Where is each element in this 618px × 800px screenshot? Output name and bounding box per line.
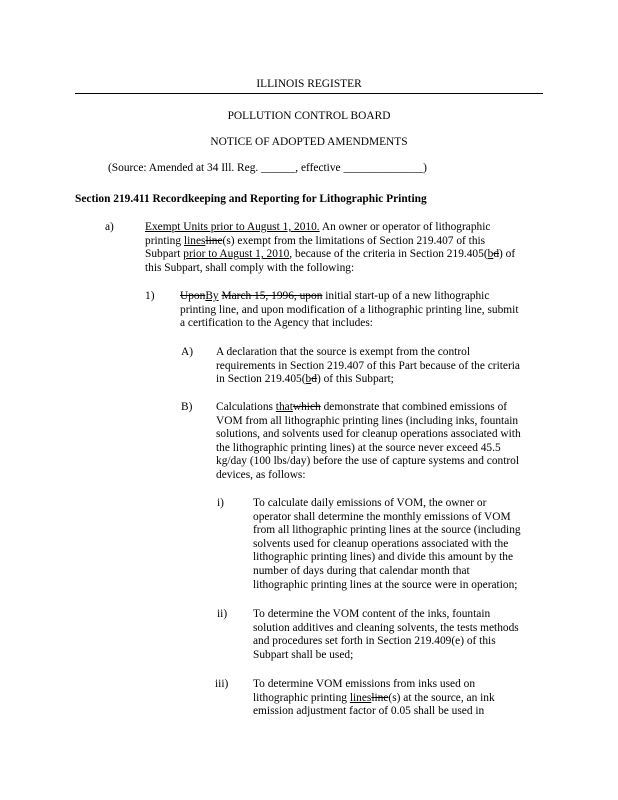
section-title: Section 219.411 Recordkeeping and Reporting for Lithographic Printing [75, 193, 427, 205]
item-iii-text [253, 678, 543, 719]
text-line: from all lithographic printing lines at the source (including [253, 524, 521, 537]
item-a-text [145, 221, 543, 275]
text-line: printing linesline(s) exempt from the limitations of Section 219.407 of this [145, 234, 486, 247]
text-line: the lithographic printing lines) at the source never exceed 45.5 [216, 441, 501, 454]
text-line: solution additives and cleaning solvents, the tests methods [253, 621, 519, 634]
text-line: and procedures set forth in Section 219.409(e) of this [253, 635, 496, 648]
text-line: in Section 219.405(bd) of this Subpart; [216, 373, 394, 386]
text-line: A declaration that the source is exempt from the control [216, 346, 470, 358]
item-B-text [216, 401, 542, 483]
text-line: To determine VOM emissions from inks used on [253, 678, 476, 690]
text-line: Exempt Units prior to August 1, 2010. An owner or operator of lithographic [145, 221, 491, 233]
text-line: requirements in Section 219.407 of this Part because of the criteria [216, 359, 520, 372]
text-line: number of days during that calendar month that [253, 564, 470, 577]
item-i-text [253, 497, 543, 592]
text-line: Subpart prior to August 1, 2010, because of the criteria in Section 219.405(bd) of [145, 248, 516, 261]
text-line: UponBy March 15, 1996, upon initial start-up of a new lithographic [180, 290, 490, 302]
text-line: operator shall determine the monthly emissions of VOM [253, 510, 511, 523]
register-name: ILLINOIS REGISTER [256, 78, 362, 90]
text-line: lithographic printing lines at the source were in operation; [253, 578, 518, 591]
text-line: this Subpart, shall comply with the following: [145, 261, 355, 274]
text-line: a certification to the Agency that includes: [180, 317, 373, 330]
item-1-text [180, 290, 542, 331]
text-line: solvents used for cleanup operations associated with the [253, 537, 509, 550]
text-line: VOM from all lithographic printing lines (including inks, fountain [216, 414, 519, 427]
text-line: kg/day (100 lbs/day) before the use of capture systems and control [216, 455, 520, 468]
text-line: To calculate daily emissions of VOM, the owner or [253, 497, 487, 509]
text-line: printing line, and upon modification of a lithographic printing line, submit [180, 303, 519, 316]
item-1-label: 1) [145, 290, 155, 302]
source-note: (Source: Amended at 34 Ill. Reg. ______, effective ______________) [108, 162, 427, 174]
text-line: Subpart shall be used; [253, 648, 354, 661]
item-iii-label: iii) [215, 678, 229, 690]
item-A-text [216, 346, 542, 387]
item-i-label: i) [217, 497, 224, 509]
text-line: lithographic printing linesline(s) at the source, an ink [253, 691, 495, 704]
text-line: emission adjustment factor of 0.05 shall be used in [253, 705, 485, 718]
text-line: devices, as follows: [216, 468, 306, 481]
text-line: solutions, and solvents used for cleanup operations associated with [216, 428, 521, 441]
text-line: lithographic printing lines) and divide this amount by the [253, 551, 514, 564]
item-A-label: A) [181, 346, 194, 358]
item-a-label: a) [105, 221, 114, 233]
notice-title: NOTICE OF ADOPTED AMENDMENTS [210, 136, 408, 148]
item-B-label: B) [181, 401, 193, 413]
header-divider [75, 93, 543, 94]
text-line: To determine the VOM content of the inks, fountain [253, 608, 491, 620]
board-name: POLLUTION CONTROL BOARD [227, 110, 391, 122]
item-ii-label: ii) [217, 608, 228, 620]
text-line: Calculations thatwhich demonstrate that combined emissions of [216, 401, 508, 413]
item-ii-text [253, 608, 543, 662]
